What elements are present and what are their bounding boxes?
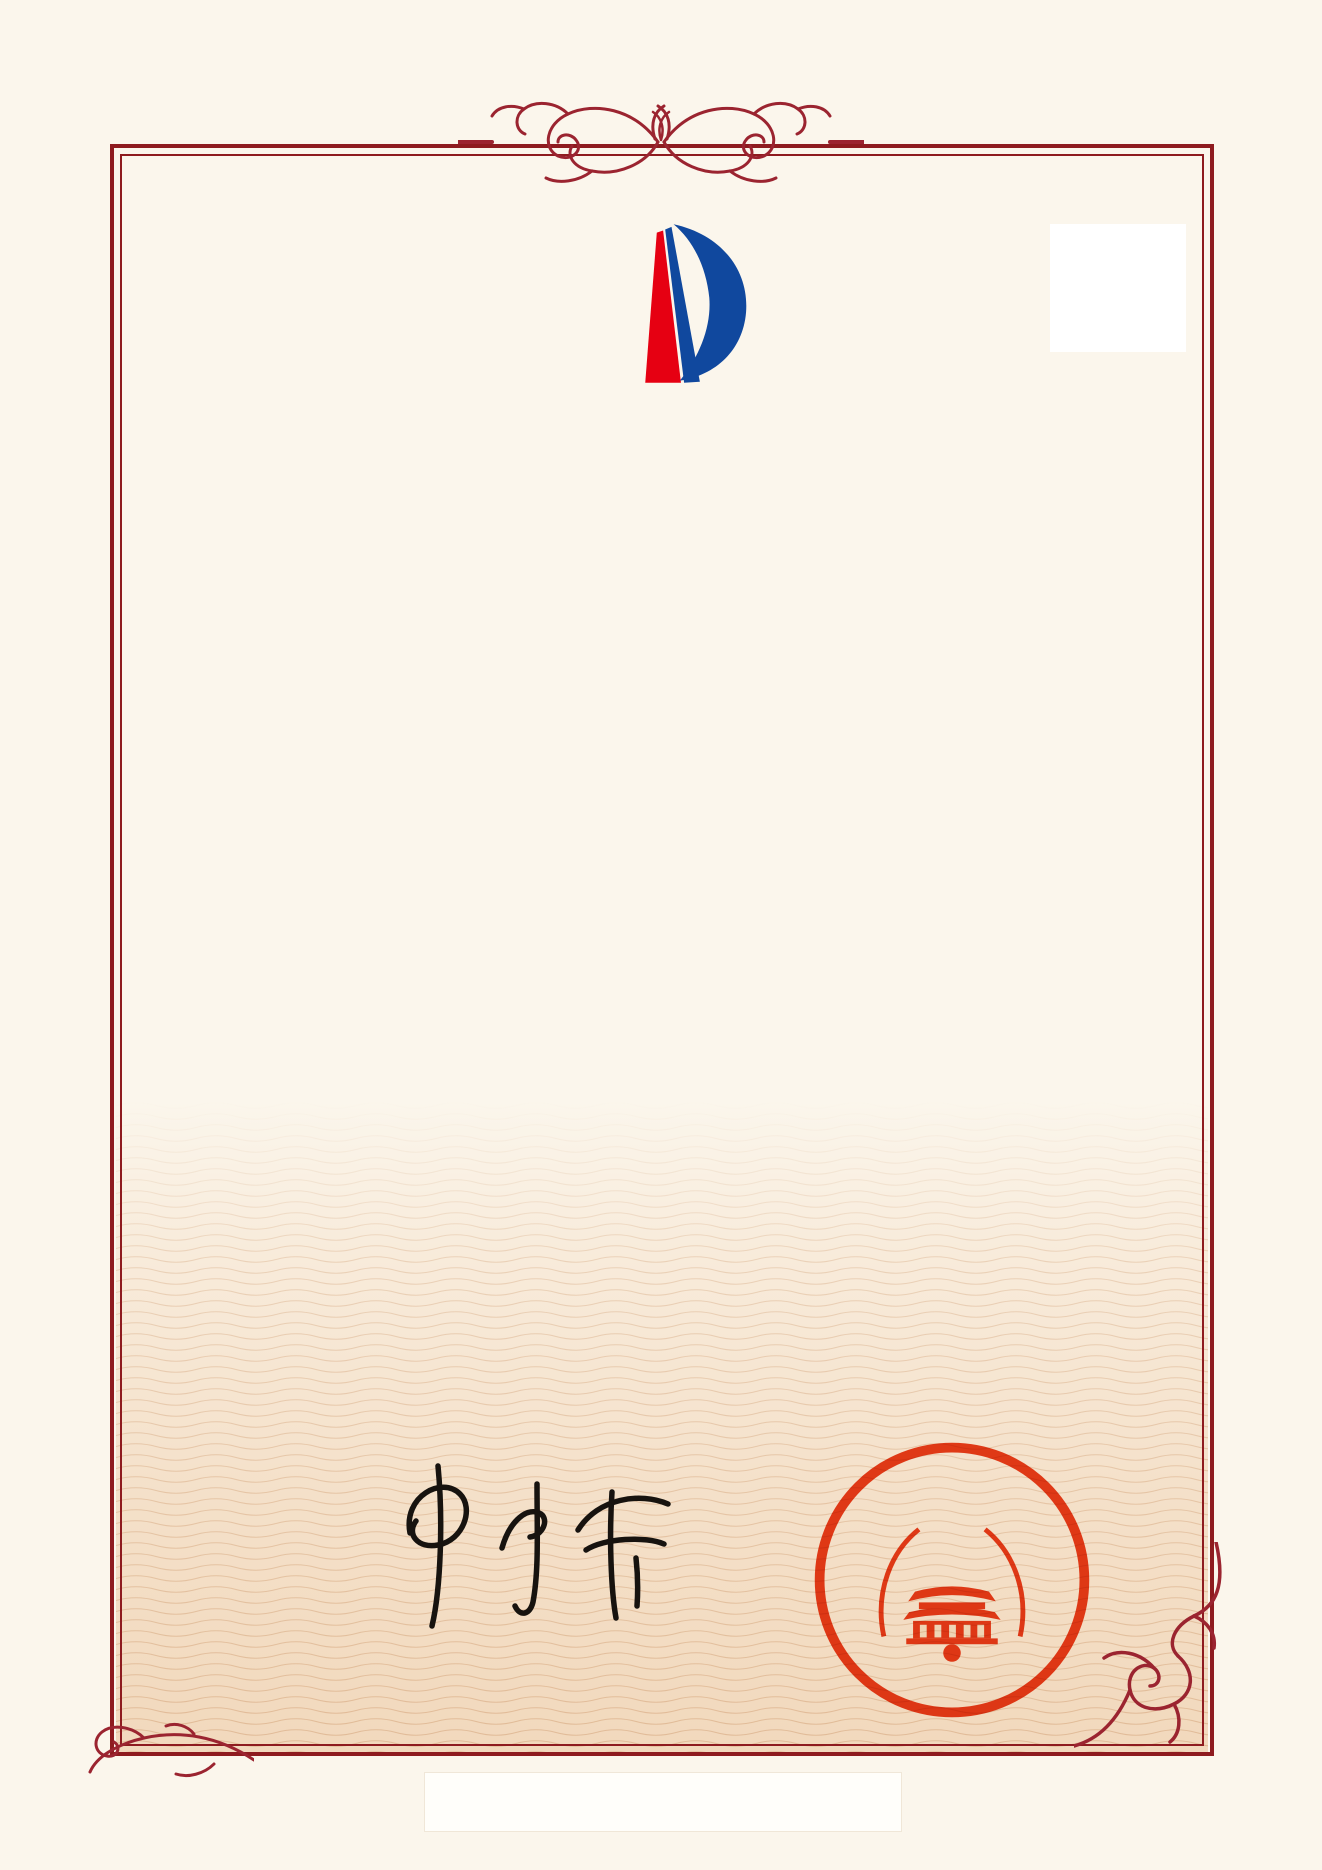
field-row-address (185, 944, 1133, 980)
official-seal (806, 1434, 1098, 1726)
qr-code (1050, 224, 1186, 352)
seal-emblem-icon (881, 1529, 1023, 1661)
field-row-filing-date (185, 790, 373, 826)
corner-ornament-icon (84, 1720, 254, 1780)
field-label (185, 634, 359, 670)
field-row-grant-number (927, 1042, 941, 1078)
field-label (185, 712, 359, 748)
signature-icon (350, 1438, 690, 1648)
field-row-patent-number (185, 712, 373, 748)
field-label (185, 790, 359, 826)
certificate-number (172, 234, 176, 265)
field-label (185, 944, 359, 980)
field-label (185, 1042, 359, 1078)
field-row-invention-name (185, 556, 373, 592)
barcode (185, 1402, 477, 1430)
field-label (185, 556, 359, 592)
field-row-grant (185, 1042, 373, 1078)
field-row-inventor (185, 634, 373, 670)
field-label (185, 868, 359, 904)
field-row-patentee (185, 868, 373, 904)
dragon-ornament-icon (458, 90, 864, 194)
continuation-note-box (424, 1772, 902, 1832)
cnipa-logo-icon (556, 220, 766, 388)
